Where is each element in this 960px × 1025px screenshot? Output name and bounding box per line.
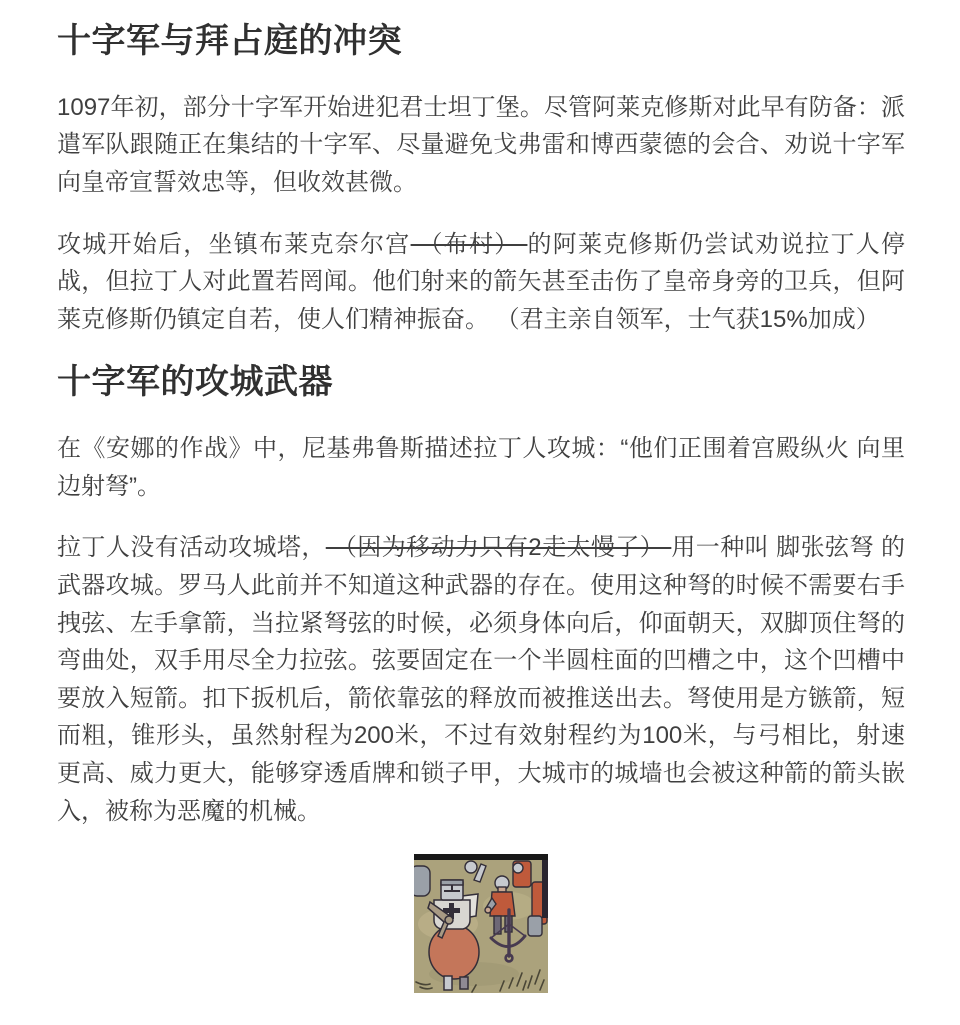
section-heading-siege-weapons: 十字军的攻城武器 — [57, 363, 333, 402]
section-conflict — [57, 21, 905, 338]
text-run: 1097年初，部分十字军开始进犯君士坦丁堡。尽管阿莱克修斯对此早有防备：派遣军队跟随正在集结的十字军、尽量避免戈弗雷和博西蒙德的会合、劝说十字军向皇帝宣誓效忠等，但收效甚微。 — [57, 93, 905, 196]
text-run: 在《安娜的作战》中，尼基弗鲁斯描述拉丁人攻城：“他们正围着宫殿纵火 向里边射弩”。 — [57, 435, 905, 500]
crusaders-comic-panel-svg — [414, 854, 548, 993]
section-heading-conflict: 十字军与拜占庭的冲突 — [57, 22, 402, 60]
text-run: 的阿莱克修斯仍尝试劝说拉丁人停战，但拉丁人对此置若罔闻。他们射来的箭矢甚至击伤了皇帝身旁的卫兵，但阿莱克修斯仍镇定自若，使人们精神振奋。 （君主亲自领军，士气获15%加成） — [57, 230, 906, 333]
text-run: 用一种叫 脚张弦弩 的武器攻城。罗马人此前并不知道这种武器的存在。使用这种弩的时候不需要右手拽弦、左手拿箭，当拉紧弩弦的时候，必须身体向后，仰面朝天，双脚顶住弩的弯曲处，双手用尽全力拉弦。弦要固定在一个半圆柱面的凹槽之中，这个凹槽中要放入短箭。扣下扳机后，箭依靠弦的释放而被推送出去。弩使用是方镞箭，短而粗，锥形头，虽然射程为200米，不过有效射程约为100米，与弓相比，射速更高、威力更大，能够穿透盾牌和锁子甲，大城市的城墙也会被这种箭的箭头嵌入，被称为恶魔的机械。 — [57, 534, 905, 825]
text-run: 拉丁人没有活动攻城塔， — [57, 534, 326, 562]
strikethrough-text: （因为移动力只有2走太慢了） — [325, 534, 672, 562]
crusaders-illustration — [414, 854, 548, 993]
section-siege-weapons — [57, 362, 905, 993]
article — [0, 21, 960, 993]
paragraph-conflict-1 — [57, 89, 905, 202]
paragraph-weapons-1 — [57, 430, 905, 505]
paragraph-weapons-2 — [57, 529, 905, 830]
text-run: 攻城开始后，坐镇布莱克奈尔宫 — [57, 230, 411, 258]
paragraph-conflict-2 — [57, 226, 905, 339]
strikethrough-text: （布村） — [410, 230, 528, 258]
